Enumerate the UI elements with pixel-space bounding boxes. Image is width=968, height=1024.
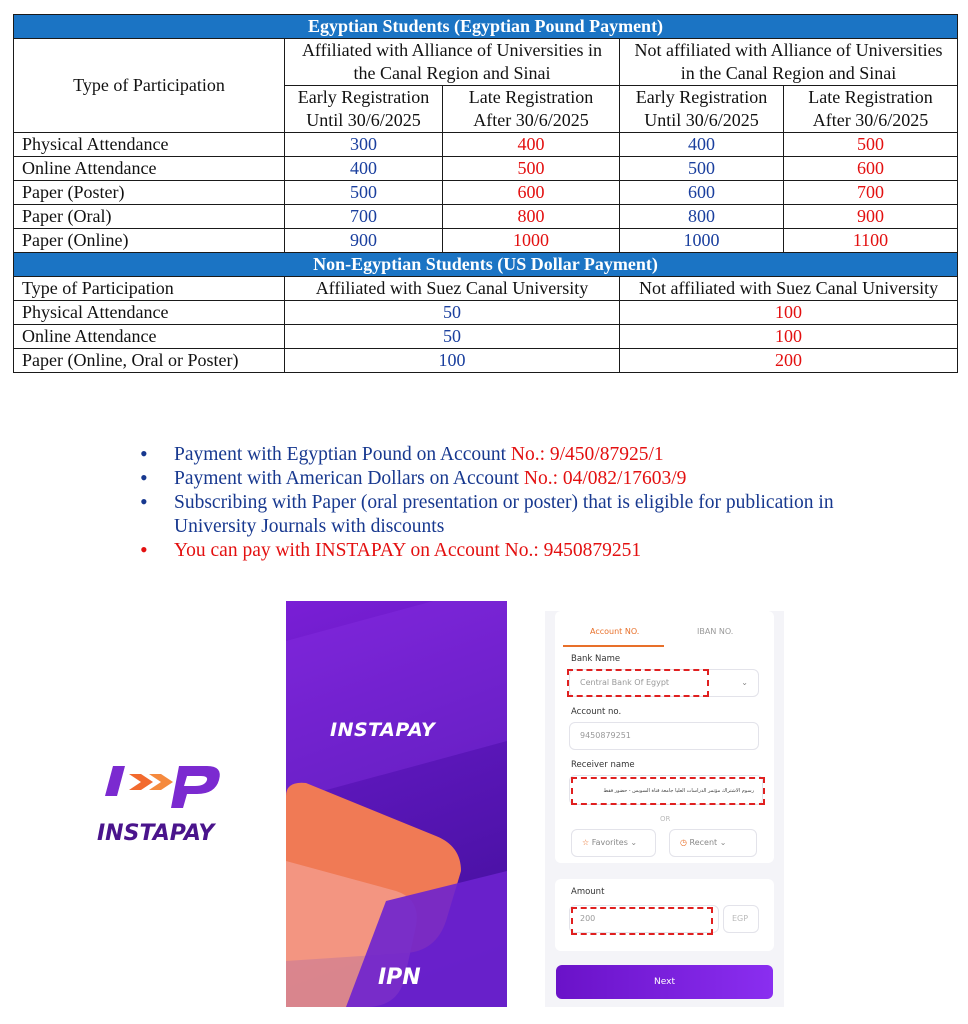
receiver-name-label: Receiver name xyxy=(571,760,635,770)
price-cell: 900 xyxy=(784,205,958,229)
type-header: Type of Participation xyxy=(14,277,285,301)
account-no-label: Account no. xyxy=(571,707,622,717)
chevron-down-icon: ⌄ xyxy=(719,838,727,847)
highlight-box xyxy=(571,907,713,935)
list-item xyxy=(140,467,840,491)
row-type: Physical Attendance xyxy=(14,133,285,157)
price-cell: 200 xyxy=(620,349,958,373)
row-type: Paper (Oral) xyxy=(14,205,285,229)
note-text: Payment with Egyptian Pound on Account xyxy=(174,444,511,465)
note-text: Subscribing with Paper (oral presentation or poster) that is eligible for publication in University Journals with discounts xyxy=(174,492,834,537)
next-button[interactable]: Next xyxy=(556,965,773,999)
fees-table xyxy=(13,14,958,373)
currency-label: EGP xyxy=(723,905,759,933)
price-cell: 50 xyxy=(285,325,620,349)
table-row xyxy=(14,157,958,181)
receiver-name-input[interactable]: رسوم الاشتراك مؤتمر الدراسات العليا جامعة قناة السويس - حضور فقط xyxy=(569,775,763,805)
ipn-logo: IPN xyxy=(378,965,421,990)
early-header: Early Registration Until 30/6/2025 xyxy=(620,86,784,133)
clock-icon: ◷ xyxy=(680,838,687,847)
logo-text: INSTAPAY xyxy=(97,821,215,846)
bullet-icon: • xyxy=(140,465,148,490)
payment-notes xyxy=(140,443,840,563)
table-row xyxy=(14,325,958,349)
price-cell: 700 xyxy=(784,181,958,205)
star-icon: ☆ xyxy=(582,838,590,847)
price-cell: 900 xyxy=(285,229,443,253)
table-row xyxy=(14,229,958,253)
table-row xyxy=(14,181,958,205)
price-cell: 1000 xyxy=(443,229,620,253)
non-egyptian-header: Non-Egyptian Students (US Dollar Payment) xyxy=(14,253,958,277)
recent-label: Recent xyxy=(689,838,718,847)
favorites-button[interactable] xyxy=(571,829,656,857)
note-text: Payment with American Dollars on Account xyxy=(174,468,524,489)
highlight-box xyxy=(571,777,765,805)
note-text: You can pay with INSTAPAY on Account No.: 9450879251 xyxy=(174,540,642,561)
favorites-label: Favorites xyxy=(591,838,628,847)
price-cell: 1100 xyxy=(784,229,958,253)
type-header: Type of Participation xyxy=(14,39,285,133)
instapay-splash-screen xyxy=(286,601,507,1007)
amount-input[interactable]: 200 xyxy=(569,905,719,933)
price-cell: 500 xyxy=(784,133,958,157)
egyptian-header: Egyptian Students (Egyptian Pound Payment) xyxy=(14,15,958,39)
price-cell: 600 xyxy=(443,181,620,205)
list-item xyxy=(140,491,840,539)
list-item xyxy=(140,539,840,563)
suez-not-affiliated-header: Not affiliated with Suez Canal University xyxy=(620,277,958,301)
row-type: Paper (Online) xyxy=(14,229,285,253)
not-affiliated-header: Not affiliated with Alliance of Universities in the Canal Region and Sinai xyxy=(620,39,958,86)
table-row xyxy=(14,301,958,325)
active-tab-indicator xyxy=(563,645,664,647)
price-cell: 800 xyxy=(443,205,620,229)
price-cell: 600 xyxy=(620,181,784,205)
suez-affiliated-header: Affiliated with Suez Canal University xyxy=(285,277,620,301)
price-cell: 500 xyxy=(285,181,443,205)
list-item xyxy=(140,443,840,467)
price-cell: 500 xyxy=(443,157,620,181)
price-cell: 400 xyxy=(620,133,784,157)
bullet-icon: • xyxy=(140,441,148,466)
row-type: Paper (Poster) xyxy=(14,181,285,205)
recent-button[interactable] xyxy=(669,829,757,857)
table-row xyxy=(14,205,958,229)
account-no-input[interactable]: 9450879251 xyxy=(569,722,759,750)
chevron-down-icon: ⌄ xyxy=(741,678,748,687)
row-type: Online Attendance xyxy=(14,325,285,349)
price-cell: 800 xyxy=(620,205,784,229)
price-cell: 400 xyxy=(443,133,620,157)
account-number: No.: 04/082/17603/9 xyxy=(523,468,687,489)
early-header: Early Registration Until 30/6/2025 xyxy=(285,86,443,133)
price-cell: 100 xyxy=(285,349,620,373)
amount-label: Amount xyxy=(571,887,605,897)
price-cell: 100 xyxy=(620,301,958,325)
bullet-icon: • xyxy=(140,489,148,514)
transfer-form-screen xyxy=(545,611,784,1007)
splash-shapes-icon xyxy=(286,601,507,1007)
price-cell: 400 xyxy=(285,157,443,181)
bank-name-value: Central Bank Of Egypt xyxy=(580,678,670,687)
tab-account-no[interactable]: Account NO. xyxy=(590,627,640,636)
table-row xyxy=(14,349,958,373)
price-cell: 600 xyxy=(784,157,958,181)
splash-brand: INSTAPAY xyxy=(330,719,436,741)
affiliated-header: Affiliated with Alliance of Universities in the Canal Region and Sinai xyxy=(285,39,620,86)
price-cell: 500 xyxy=(620,157,784,181)
or-divider: OR xyxy=(660,815,671,823)
bullet-icon: • xyxy=(140,537,148,562)
account-number: No.: 9/450/87925/1 xyxy=(510,444,664,465)
tab-iban-no[interactable]: IBAN NO. xyxy=(697,627,734,636)
price-cell: 50 xyxy=(285,301,620,325)
table-row xyxy=(14,133,958,157)
price-cell: 700 xyxy=(285,205,443,229)
price-cell: 100 xyxy=(620,325,958,349)
late-header: Late Registration After 30/6/2025 xyxy=(784,86,958,133)
row-type: Online Attendance xyxy=(14,157,285,181)
chevron-down-icon: ⌄ xyxy=(630,838,638,847)
row-type: Paper (Online, Oral or Poster) xyxy=(14,349,285,373)
late-header: Late Registration After 30/6/2025 xyxy=(443,86,620,133)
price-cell: 300 xyxy=(285,133,443,157)
highlight-box xyxy=(567,669,709,697)
bank-name-label: Bank Name xyxy=(571,654,621,664)
price-cell: 1000 xyxy=(620,229,784,253)
row-type: Physical Attendance xyxy=(14,301,285,325)
